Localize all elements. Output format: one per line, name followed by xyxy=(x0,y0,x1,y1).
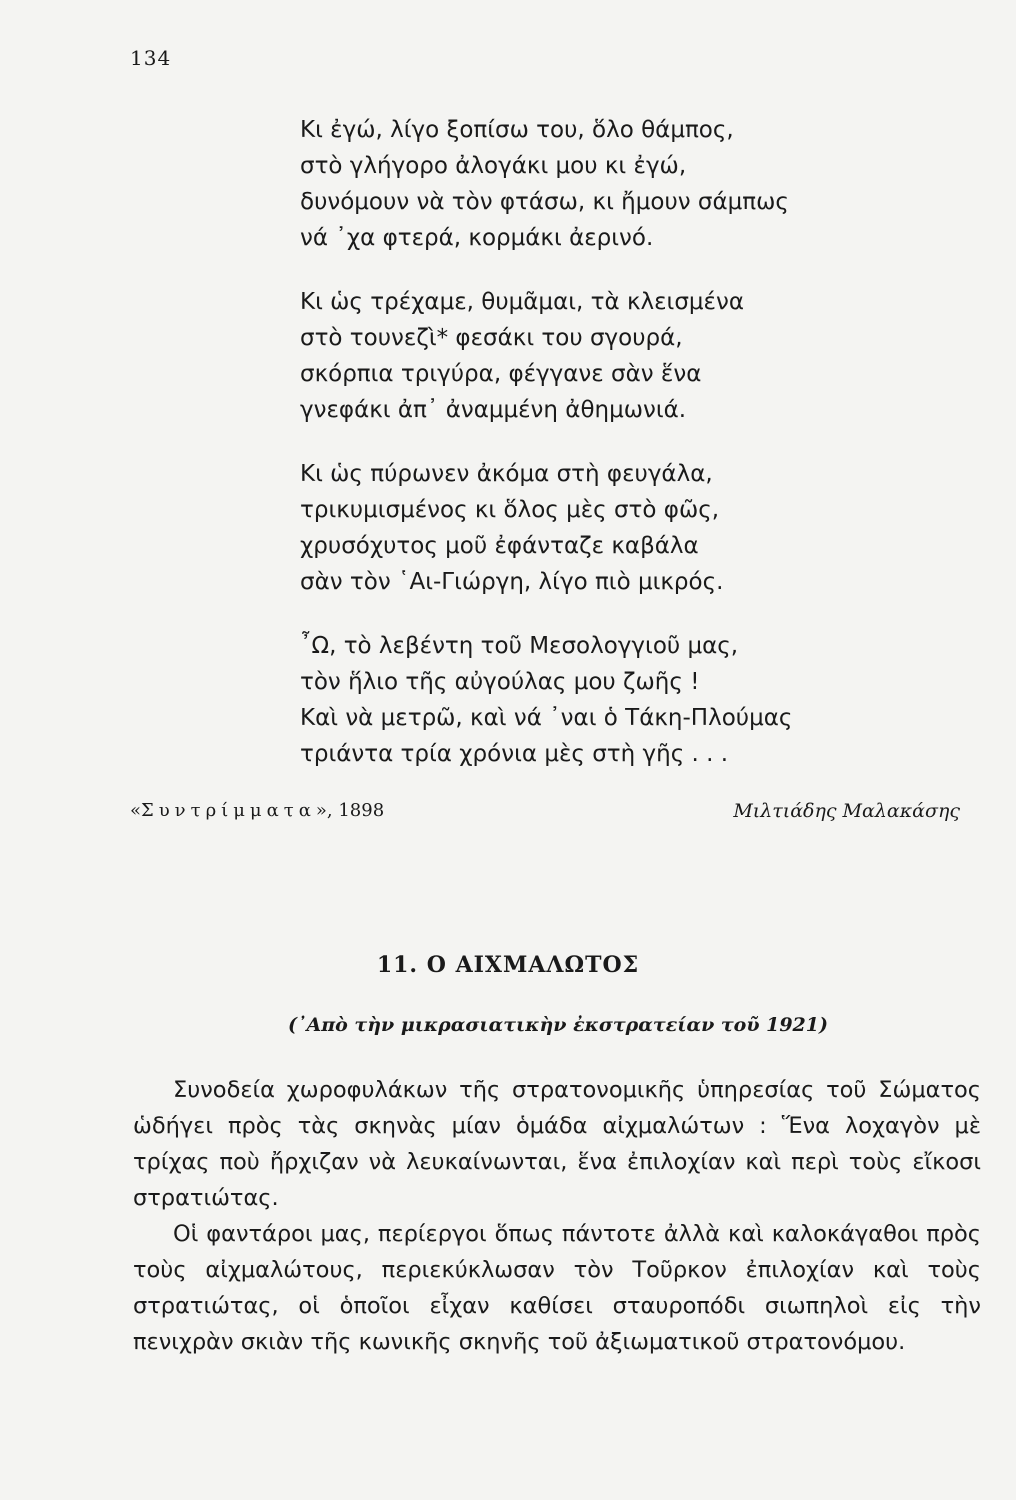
poem-line: δυνόμουν νὰ τὸν φτάσω, κι ἤμουν σάμπως xyxy=(300,189,789,215)
page-number: 134 xyxy=(130,46,172,70)
poem-line: τρικυμισμένος κι ὅλος μὲς στὸ φῶς, xyxy=(300,497,720,523)
author-name: Μιλτιάδης Μαλακάσης xyxy=(733,800,960,822)
poem-line: Κι ἐγώ, λίγο ξοπίσω του, ὅλο θάμπος, xyxy=(300,117,734,143)
poem-line: χρυσόχυτος μοῦ ἐφάνταζε καβάλα xyxy=(300,533,699,559)
poem-line: Κι ὡς τρέχαμε, θυμᾶμαι, τὰ κλεισμένα xyxy=(300,289,744,315)
poem-line: ῏Ω, τὸ λεβέντη τοῦ Μεσολογγιοῦ μας, xyxy=(300,633,739,659)
poem-line: σὰν τὸν ῾Αι-Γιώργη, λίγο πιὸ μικρός. xyxy=(300,569,724,595)
poem xyxy=(300,112,990,800)
prose-paragraph: Συνοδεία χωροφυλάκων τῆς στρατονομικῆς ὑπηρεσίας τοῦ Σώματος ὡδήγει πρὸς τὰς σκηνὰς μίαν ὁμάδα αἰχμαλώτων : Ἕνα λοχαγὸν μὲ τρίχας ποὺ ἤρχιζαν νὰ λευκαίνωνται, ἕνα ἐπιλοχίαν καὶ περὶ τοὺς εἴκοσι στρατιώτας. xyxy=(133,1077,981,1211)
section-subheading: (᾿Απὸ τὴν μικρασιατικὴν ἐκστρατείαν τοῦ 1921) xyxy=(288,1014,828,1036)
poem-line: σκόρπια τριγύρα, φέγγανε σὰν ἕνα xyxy=(300,361,702,387)
poem-line: στὸ γλήγορο ἀλογάκι μου κι ἐγώ, xyxy=(300,153,687,179)
poem-line: στὸ τουνεζὶ* φεσάκι του σγουρά, xyxy=(300,325,683,351)
poem-line: Κι ὡς πύρωνεν ἀκόμα στὴ φευγάλα, xyxy=(300,461,713,487)
poem-stanza xyxy=(300,112,990,256)
prose-paragraph: Οἱ φαντάροι μας, περίεργοι ὅπως πάντοτε ἀλλὰ καὶ καλοκάγαθοι πρὸς τοὺς αἰχμαλώτους, περιεκύκλωσαν τὸν Τοῦρκον ἐπιλοχίαν καὶ τοὺς στρατιώτας, οἱ ὁποῖοι εἶχαν καθίσει σταυροπόδι σιωπηλοὶ εἰς τὴν πενιχρὰν σκιὰν τῆς κωνικῆς σκηνῆς τοῦ ἀξιωματικοῦ στρατονόμου. xyxy=(133,1221,981,1355)
poem-line: νά ᾽χα φτερά, κορμάκι ἀερινό. xyxy=(300,225,654,251)
poem-stanza xyxy=(300,284,990,428)
poem-stanza xyxy=(300,456,990,600)
section-heading: 11. Ο ΑΙΧΜΑΛΩΤΟΣ xyxy=(376,952,640,978)
source-close: », 1898 xyxy=(315,800,385,821)
source-open: « xyxy=(130,800,142,821)
poem-line: γνεφάκι ἀπ᾽ ἀναμμένη ἀθημωνιά. xyxy=(300,397,687,423)
poem-stanza xyxy=(300,628,990,772)
prose-body xyxy=(133,1072,981,1360)
source-citation xyxy=(130,800,384,821)
poem-line: Καὶ νὰ μετρῶ, καὶ νά ᾽ναι ὁ Τάκη-Πλούμας xyxy=(300,705,793,731)
poem-attribution xyxy=(130,800,960,830)
source-title: Συντρίμματα xyxy=(141,800,316,821)
poem-line: τὸν ἥλιο τῆς αὐγούλας μου ζωῆς ! xyxy=(300,669,700,695)
poem-line: τριάντα τρία χρόνια μὲς στὴ γῆς . . . xyxy=(300,741,729,767)
